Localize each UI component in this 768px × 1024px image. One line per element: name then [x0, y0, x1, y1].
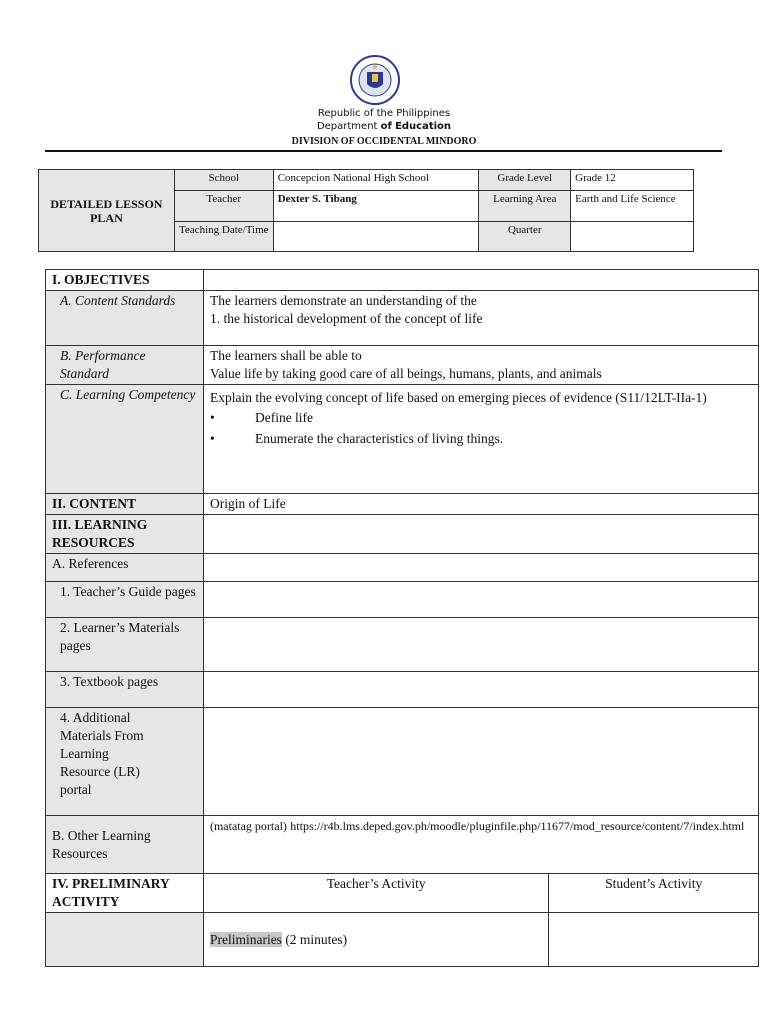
content-value: Origin of Life: [203, 494, 758, 515]
deped-seal: [341, 54, 409, 106]
portal-link[interactable]: https://r4b.lms.deped.gov.ph/moodle/pluginfile.php/11677/mod_resource/content/7/index.html: [290, 819, 745, 833]
competency-bullet-2: • Enumerate the characteristics of living things.: [209, 431, 504, 446]
department-line: Department of Education: [316, 121, 452, 132]
area-value: Earth and Life Science: [571, 191, 694, 222]
references-label: A. References: [46, 554, 204, 582]
school-label: School: [174, 170, 273, 191]
teachers-guide-label: 1. Teacher’s Guide pages: [46, 582, 204, 618]
dlp-title: DETAILED LESSON PLAN: [39, 170, 175, 252]
other-resources-label: B. Other Learning Resources: [46, 816, 204, 874]
content-heading: II. CONTENT: [46, 494, 204, 515]
teacher-label: Teacher: [174, 191, 273, 222]
learners-materials-label: 2. Learner’s Materials pages: [46, 618, 204, 672]
teacher-activity-header: Teacher’s Activity: [203, 874, 548, 913]
grade-label: Grade Level: [479, 170, 571, 191]
republic-line: Republic of the Philippines: [317, 108, 451, 119]
quarter-value: [571, 222, 694, 252]
other-resources-value: (matatag portal) https://r4b.lms.deped.gov.ph/moodle/pluginfile.php/11677/mod_resource/content/7/index.html: [203, 816, 758, 874]
textbook-label: 3. Textbook pages: [46, 672, 204, 708]
lesson-plan-table: [45, 269, 759, 967]
time-value: [273, 222, 479, 252]
area-label: Learning Area: [479, 191, 571, 222]
competency-bullet-1: • Define life: [209, 410, 314, 425]
additional-materials-label: 4. Additional Materials From Learning Resource (LR) portal: [46, 708, 204, 816]
teacher-value: Dexter S. Tibang: [273, 191, 479, 222]
content-standards-value: The learners demonstrate an understanding of the 1. the historical development of the concept of life: [203, 291, 758, 346]
learning-resources-heading: III. LEARNING RESOURCES: [46, 515, 204, 554]
objectives-heading: I. OBJECTIVES: [46, 270, 204, 291]
grade-value: Grade 12: [571, 170, 694, 191]
school-value: Concepcion National High School: [273, 170, 479, 191]
performance-standard-label: B. Performance Standard: [46, 346, 204, 385]
lesson-info-table: [38, 169, 694, 252]
performance-standard-value: The learners shall be able to Value life by taking good care of all beings, humans, plants, and animals: [203, 346, 758, 385]
content-standards-label: A. Content Standards: [46, 291, 204, 346]
time-label: Teaching Date/Time: [174, 222, 273, 252]
preliminary-heading: IV. PRELIMINARY ACTIVITY: [46, 874, 204, 913]
header-divider: [45, 150, 722, 152]
preliminaries-item: Preliminaries (2 minutes): [203, 913, 548, 967]
division-line: DIVISION OF OCCIDENTAL MINDORO: [291, 136, 477, 147]
quarter-label: Quarter: [479, 222, 571, 252]
student-activity-header: Student’s Activity: [549, 874, 759, 913]
learning-competency-value: Explain the evolving concept of life based on emerging pieces of evidence (S11/12LT-IIa-1) • Define life • Enumerate the characteristics of living things.: [203, 385, 758, 494]
learning-competency-label: C. Learning Competency: [46, 385, 204, 494]
